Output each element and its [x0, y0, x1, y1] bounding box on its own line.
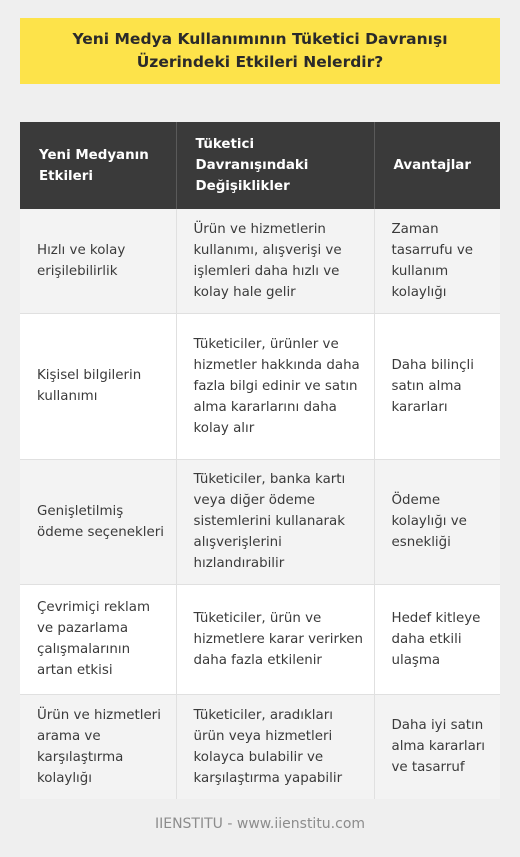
table-cell: Kişisel bilgilerin kullanımı — [20, 313, 176, 459]
comparison-table — [20, 122, 500, 799]
table-cell: Hızlı ve kolay erişilebilirlik — [20, 209, 176, 313]
table-cell: Ödeme kolaylığı ve esnekliği — [374, 459, 500, 584]
page-title: Yeni Medya Kullanımının Tüketici Davranışı Üzerindeki Etkileri Nelerdir? — [72, 30, 448, 71]
table-row — [20, 313, 500, 459]
table-row — [20, 694, 500, 799]
table-row — [20, 209, 500, 313]
column-header-effects: Yeni Medyanın Etkileri — [20, 122, 176, 209]
table-cell: Ürün ve hizmetlerin kullanımı, alışverişi ve işlemleri daha hızlı ve kolay hale gelir — [176, 209, 374, 313]
table-cell: Ürün ve hizmetleri arama ve karşılaştırma kolaylığı — [20, 694, 176, 799]
footer-credit: IIENSTITU - www.iienstitu.com — [154, 816, 366, 832]
title-banner — [20, 18, 500, 84]
table-cell: Tüketiciler, ürünler ve hizmetler hakkında daha fazla bilgi edinir ve satın alma kararlarını daha kolay alır — [176, 313, 374, 459]
table-cell: Hedef kitleye daha etkili ulaşma — [374, 584, 500, 694]
table-row — [20, 584, 500, 694]
table-cell: Daha bilinçli satın alma kararları — [374, 313, 500, 459]
table-cell: Zaman tasarrufu ve kullanım kolaylığı — [374, 209, 500, 313]
table-cell: Tüketiciler, aradıkları ürün veya hizmetleri kolayca bulabilir ve karşılaştırma yapabilir — [176, 694, 374, 799]
table-cell: Tüketiciler, ürün ve hizmetlere karar verirken daha fazla etkilenir — [176, 584, 374, 694]
table-cell: Çevrimiçi reklam ve pazarlama çalışmalarının artan etkisi — [20, 584, 176, 694]
table-cell: Genişletilmiş ödeme seçenekleri — [20, 459, 176, 584]
column-header-advantages: Avantajlar — [374, 122, 500, 209]
table-header-row — [20, 122, 500, 209]
table-cell: Daha iyi satın alma kararları ve tasarruf — [374, 694, 500, 799]
table-row — [20, 459, 500, 584]
column-header-changes: Tüketici Davranışındaki Değişiklikler — [176, 122, 374, 209]
table-cell: Tüketiciler, banka kartı veya diğer ödeme sistemlerini kullanarak alışverişlerini hızlandırabilir — [176, 459, 374, 584]
